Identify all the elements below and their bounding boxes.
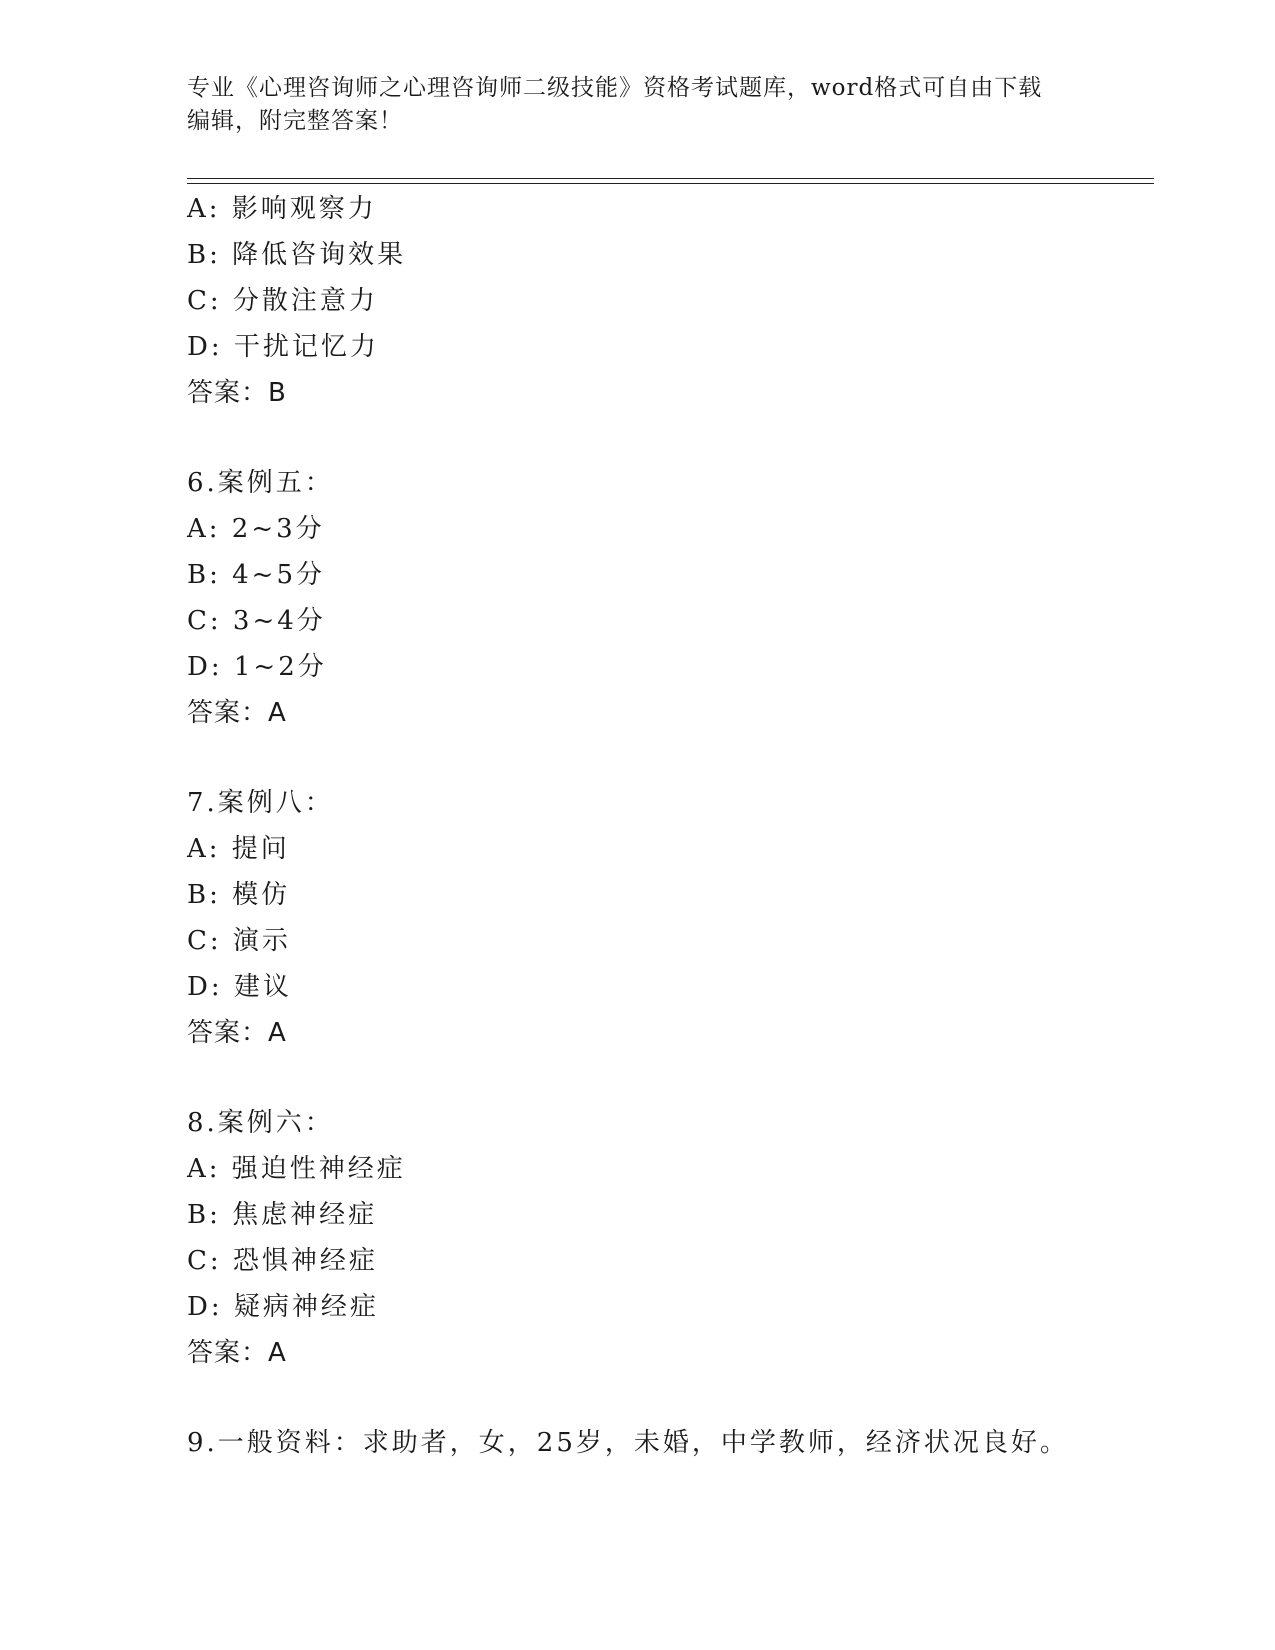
- option-d: D: 疑病神经症: [187, 1292, 379, 1322]
- header-line-1: 专业《心理咨询师之心理咨询师二级技能》资格考试题库，word格式可自由下载: [187, 75, 1043, 101]
- option-d: D: 干扰记忆力: [187, 332, 379, 362]
- answer-line: 答案：B: [187, 378, 287, 408]
- question-title: 6.案例五：: [187, 468, 334, 498]
- option-c: C: 分散注意力: [187, 286, 378, 316]
- question-block: [187, 460, 1187, 736]
- question-list: [187, 186, 1187, 1466]
- question-block: [187, 1420, 1187, 1466]
- option-a: A: 提问: [187, 834, 290, 864]
- option-b: B: 焦虑神经症: [187, 1200, 378, 1230]
- header-line-2: 编辑，附完整答案！: [187, 108, 403, 134]
- question-block: [187, 186, 1187, 416]
- question-block: [187, 1100, 1187, 1376]
- question-block: [187, 780, 1187, 1056]
- option-b: B: 模仿: [187, 880, 291, 910]
- option-b: B: 降低咨询效果: [187, 240, 407, 270]
- option-b: B: 4~5分: [187, 560, 326, 590]
- question-title: 9.一般资料：求助者，女，25岁，未婚，中学教师，经济状况良好。: [187, 1428, 1069, 1458]
- option-a: A: 强迫性神经症: [187, 1154, 406, 1184]
- answer-line: 答案：A: [187, 698, 287, 728]
- option-c: C: 演示: [187, 926, 291, 956]
- header-divider-top: [187, 178, 1154, 179]
- option-a: A: 影响观察力: [187, 194, 377, 224]
- option-c: C: 3~4分: [187, 606, 326, 636]
- option-c: C: 恐惧神经症: [187, 1246, 378, 1276]
- option-d: D: 建议: [187, 972, 292, 1002]
- question-title: 7.案例八：: [187, 788, 334, 818]
- header-divider-bottom: [187, 183, 1154, 184]
- answer-line: 答案：A: [187, 1018, 287, 1048]
- option-a: A: 2~3分: [187, 514, 325, 544]
- option-d: D: 1~2分: [187, 652, 327, 682]
- question-title: 8.案例六：: [187, 1108, 334, 1138]
- document-header: [187, 72, 1067, 138]
- answer-line: 答案：A: [187, 1338, 287, 1368]
